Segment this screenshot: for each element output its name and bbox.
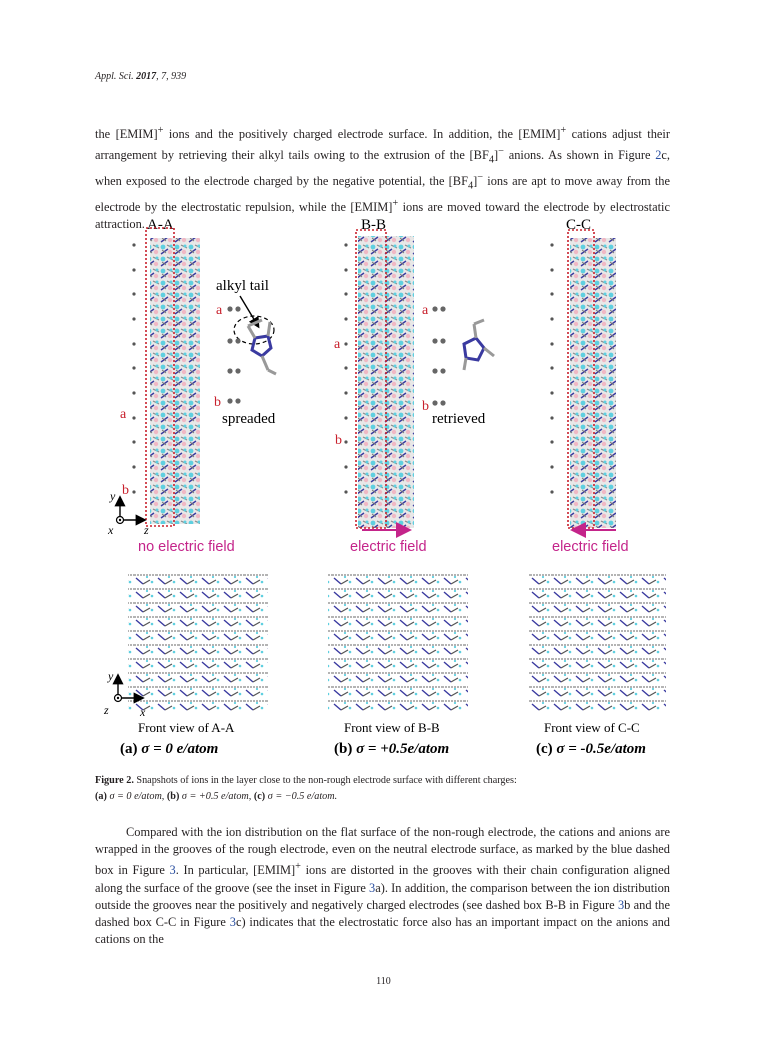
front-view-a-image (128, 572, 268, 712)
ion-layer-a (150, 238, 200, 524)
field-label-c: electric field (552, 539, 629, 555)
ion-layer-c (570, 238, 616, 528)
field-label-b: electric field (350, 539, 427, 555)
spreaded-label: spreaded (222, 411, 276, 427)
figure-3-link[interactable]: 3 (169, 863, 176, 878)
page-number: 110 (376, 976, 391, 987)
svg-text:b: b (214, 395, 221, 410)
svg-text:a: a (216, 303, 223, 318)
figure-3b-link[interactable]: 3 (617, 897, 625, 912)
journal-year: 2017 (136, 71, 157, 82)
front-view-c-image (528, 572, 666, 712)
svg-text:b: b (122, 483, 129, 498)
figure-3a-link[interactable]: 3 (369, 880, 376, 895)
svg-text:x: x (108, 523, 114, 537)
front-view-b-image (328, 572, 468, 712)
field-label-a: no electric field (138, 539, 235, 555)
emim-molecule-b (464, 320, 494, 370)
front-view-a-label: Front view of A-A (138, 720, 235, 735)
figure-2-link[interactable]: 2 (655, 148, 662, 163)
running-header (95, 71, 186, 82)
figure-3c-link[interactable]: 3 (229, 915, 236, 930)
section-label-a: A-A (147, 217, 174, 233)
svg-text:y: y (108, 669, 114, 683)
panel-a-side-view (107, 217, 276, 555)
journal-name: Appl. Sci. (95, 71, 134, 82)
svg-text:a: a (120, 407, 127, 422)
svg-text:b: b (335, 433, 342, 448)
svg-text:z: z (104, 703, 109, 717)
section-label-c: C-C (566, 217, 592, 233)
electrode-atoms-a (132, 243, 135, 493)
svg-text:x: x (140, 705, 146, 719)
figure-2 (90, 208, 670, 764)
electrode-atoms-b (344, 243, 347, 493)
paragraph-1: the [EMIM]+ ions and the positively charged electrode surface. In addition, the [EMIM]+ cations adjust their arrangement by retrieving their alkyl tails owing to the extrusion of the $[BF_4]^-$ anions. As shown in Figure 2c, when exposed to the electrode charged by the negative potential, the $[BF_4]^-$ ions are apt to move away from the electrode by the electrostatic repulsion, while the [EMIM]+ ions are moved toward the electrode by electrostatic attraction. (95, 125, 671, 232)
paragraph-2: Compared with the ion distribution on the flat surface of the non-rough electrode, the cations and anions are wrapped in the grooves of the rough electrode, even on the neutral electrode surface, as marked by the blue dashed box in Figure 3. In particular, [EMIM]+ ions are distorted in the grooves with their chain configuration aligned along the surface of the groove (see the inset in Figure 3a). In addition, the comparison between the ion distribution outside the grooves near the positively and negatively charged electrodes (see dashed box B-B in Figure 3b and the dashed box C-C in Figure 3c) indicates that the electrostatic force also has an important impact on the anions and cations on the (95, 825, 671, 947)
emim-molecule-a (248, 320, 276, 374)
journal-volume: , 7, 939 (156, 71, 187, 82)
alkyl-tail-label: alkyl tail (216, 278, 269, 294)
front-view-c-label: Front view of C-C (544, 720, 640, 735)
panel-c-side-view (550, 217, 628, 555)
svg-text:a: a (422, 303, 429, 318)
section-label-b: B-B (361, 217, 387, 233)
electrode-atoms-c (550, 243, 553, 493)
front-view-b-label: Front view of B-B (344, 720, 440, 735)
svg-text:y: y (110, 489, 116, 503)
svg-text:z: z (144, 523, 149, 537)
panel-b-sigma: (b) σ = +0.5e/atom (334, 741, 450, 757)
svg-text:b: b (422, 399, 429, 414)
panel-a-sigma: (a) σ = 0 e/atom (120, 741, 219, 757)
figure-caption: Figure 2. Snapshots of ions in the layer close to the non-rough electrode surface with different charges: (a) σ = 0 e/atom, (b) σ = +0.5 e/atom, (c) σ = −0.5 e/atom. (95, 775, 517, 802)
svg-text:a: a (334, 337, 341, 352)
panel-c-sigma: (c) σ = -0.5e/atom (536, 741, 646, 757)
panel-b-side-view (334, 217, 494, 555)
retrieved-label: retrieved (432, 411, 486, 427)
